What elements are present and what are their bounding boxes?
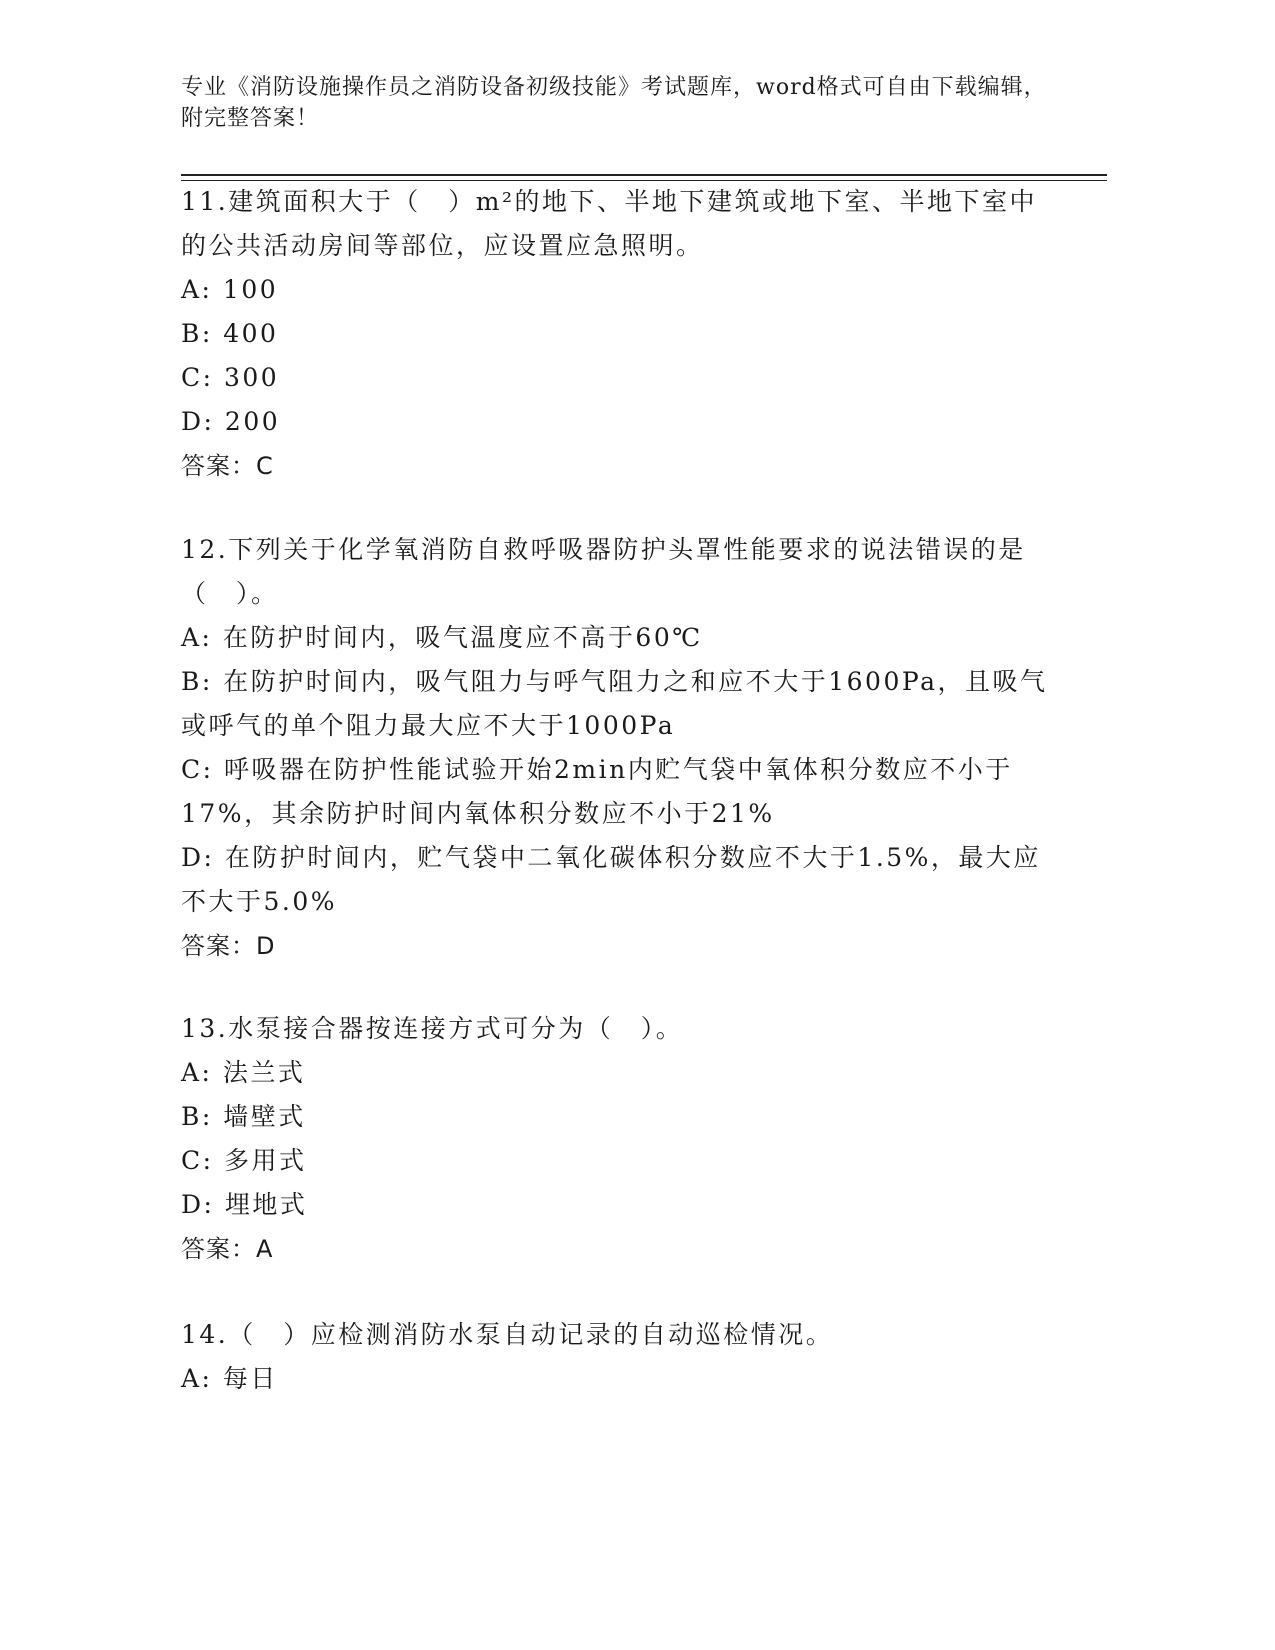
option-d: D: 200 <box>181 407 281 436</box>
option-a: A: 100 <box>181 275 279 304</box>
header-divider-thick <box>181 174 1107 176</box>
question-text: 12.下列关于化学氧消防自救呼吸器防护头罩性能要求的说法错误的是（ ）。 <box>181 535 1026 608</box>
option-a: A: 法兰式 <box>181 1058 306 1087</box>
answer: 答案：C <box>181 452 274 480</box>
document-header: 专业《消防设施操作员之消防设备初级技能》考试题库，word格式可自由下载编辑，附完整答案！ <box>181 75 1047 131</box>
option-a: A: 在防护时间内，吸气温度应不高于60℃ <box>181 623 703 652</box>
question-text: 11.建筑面积大于（ ）m²的地下、半地下建筑或地下室、半地下室中的公共活动房间等部位，应设置应急照明。 <box>181 187 1037 260</box>
option-d: D: 在防护时间内，贮气袋中二氧化碳体积分数应不大于1.5%，最大应不大于5.0% <box>181 843 1041 916</box>
option-c: C: 300 <box>181 363 280 392</box>
option-b: B: 400 <box>181 319 279 348</box>
answer: 答案：D <box>181 932 276 960</box>
question-12 <box>181 528 1061 968</box>
option-a: A: 每日 <box>181 1364 278 1393</box>
option-d: D: 埋地式 <box>181 1190 308 1219</box>
question-13 <box>181 1007 1061 1271</box>
answer: 答案：A <box>181 1235 274 1263</box>
option-c: C: 呼吸器在防护性能试验开始2min内贮气袋中氧体积分数应不小于17%，其余防护时间内氧体积分数应不小于21% <box>181 755 1013 828</box>
question-11 <box>181 180 1061 488</box>
question-14 <box>181 1313 1061 1401</box>
question-text: 14.（ ）应检测消防水泵自动记录的自动巡检情况。 <box>181 1320 834 1349</box>
option-b: B: 在防护时间内，吸气阻力与呼气阻力之和应不大于1600Pa，且吸气或呼气的单个阻力最大应不大于1000Pa <box>181 667 1048 740</box>
option-c: C: 多用式 <box>181 1146 307 1175</box>
option-b: B: 墙壁式 <box>181 1102 306 1131</box>
question-text: 13.水泵接合器按连接方式可分为（ ）。 <box>181 1014 684 1043</box>
